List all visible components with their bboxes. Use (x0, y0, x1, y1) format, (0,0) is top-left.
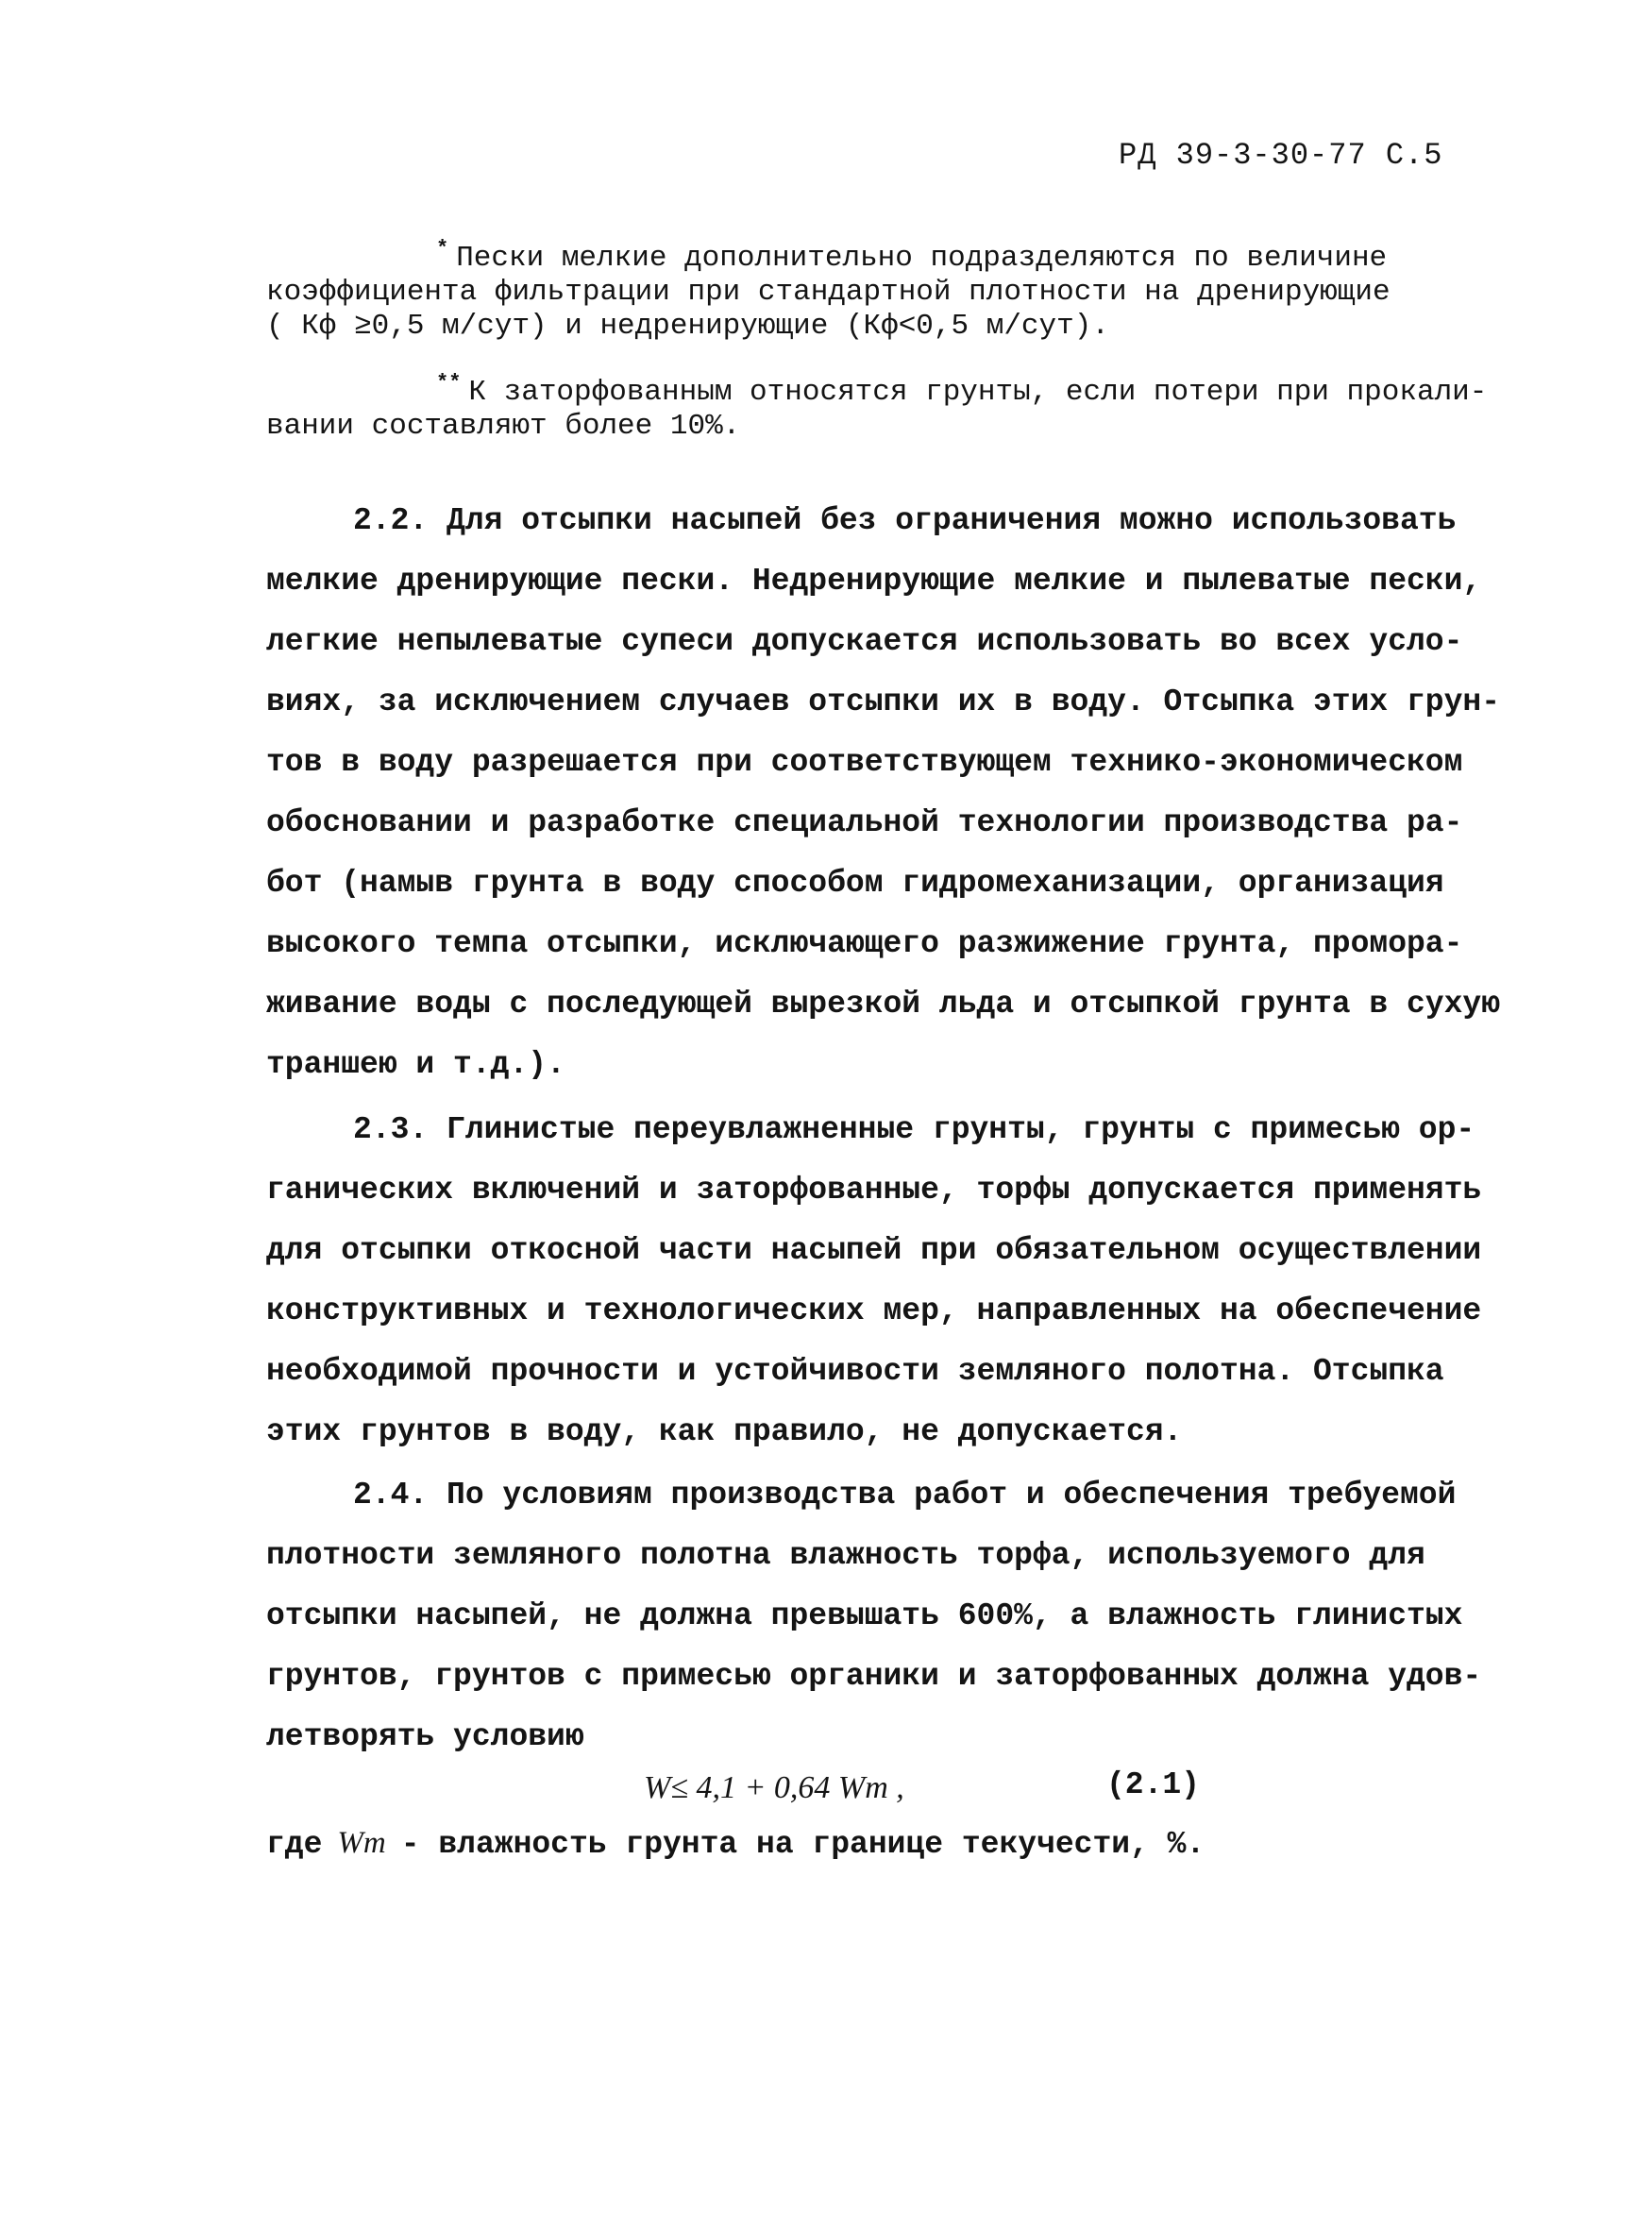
footnote-2 (266, 366, 1488, 444)
text-line: летворять условию (266, 1719, 584, 1754)
text-line: 2.3. Глинистые переувлажненные грунты, грунты с примесью ор- (353, 1112, 1475, 1147)
text-line: 2.2. Для отсыпки насыпей без ограничения можно использовать (353, 503, 1457, 538)
text-line: мелкие дренирующие пески. Недренирующие мелкие и пылеватые пески, (266, 564, 1482, 599)
footnote-line (266, 366, 1488, 410)
text-line: обосновании и разработке специальной технологии производства ра- (266, 805, 1463, 840)
text-line: 2.4. По условиям производства работ и обеспечения требуемой (353, 1478, 1457, 1513)
text-line: виях, за исключением случаев отсыпки их в воду. Отсыпка этих грун- (266, 685, 1501, 719)
text-line: ганических включений и заторфованные, торфы допускается применять (266, 1173, 1482, 1208)
text-line: живание воды с последующей вырезкой льда и отсыпкой грунта в сухую (266, 987, 1501, 1022)
text-line: высокого темпа отсыпки, исключающего разжижение грунта, проморa- (266, 926, 1463, 961)
text-line: траншею и т.д.). (266, 1047, 565, 1082)
where-symbol: Wт (337, 1826, 386, 1860)
text-line: необходимой прочности и устойчивости земляного полотна. Отсыпка (266, 1354, 1444, 1389)
footnote-1 (266, 232, 1437, 344)
text-line: конструктивных и технологических мер, направленных на обеспечение (266, 1293, 1482, 1328)
where-text: - влажность грунта на границе текучести, %. (400, 1827, 1205, 1862)
footnote-text: Пески мелкие дополнительно подразделяются по величине (456, 242, 1388, 275)
text-line: тов в воду разрешается при соответствующем технико-экономическом (266, 745, 1463, 780)
paragraph-2-3 (266, 1100, 1484, 1462)
text-line: плотности земляного полотна влажность торфа, используемого для (266, 1538, 1425, 1573)
paragraph-2-4 (266, 1465, 1484, 1767)
text-line: для отсыпки откосной части насыпей при обязательном осуществлении (266, 1233, 1482, 1268)
text-line: грунтов, грунтов с примесью органики и заторфованных должна удов- (266, 1659, 1482, 1694)
footnote-line (266, 232, 1437, 276)
footnote-line: ( Кф ≥0,5 м/сут) и недренирующие (Кф<0,5 м/сут). (266, 310, 1109, 343)
footnote-line: вании составляют более 10%. (266, 410, 741, 443)
paragraph-2-2 (266, 491, 1501, 1095)
text-line: бот (намыв грунта в воду способом гидромеханизации, организация (266, 866, 1444, 901)
formula-expression: W≤ 4,1 + 0,64 Wт , (644, 1770, 904, 1805)
text-line: отсыпки насыпей, не должна превышать 600%, а влажность глинистых (266, 1598, 1463, 1633)
where-prefix: где (266, 1827, 323, 1862)
text-line: этих грунтов в воду, как правило, не допускается. (266, 1414, 1183, 1449)
footnote-mark: ** (436, 371, 462, 395)
page-header-doc-ref: РД 39-3-30-77 С.5 (1119, 138, 1443, 173)
footnote-line: коэффициента фильтрации при стандартной плотности на дренирующие (266, 276, 1391, 309)
footnote-mark: * (436, 237, 449, 261)
formula-where-clause (266, 1826, 1205, 1862)
formula-number: (2.1) (1106, 1767, 1201, 1802)
text-line: легкие непылеватые супеси допускается использовать во всех усло- (266, 624, 1463, 659)
footnote-text: К заторфованным относятся грунты, если потери при прокали- (468, 376, 1488, 409)
